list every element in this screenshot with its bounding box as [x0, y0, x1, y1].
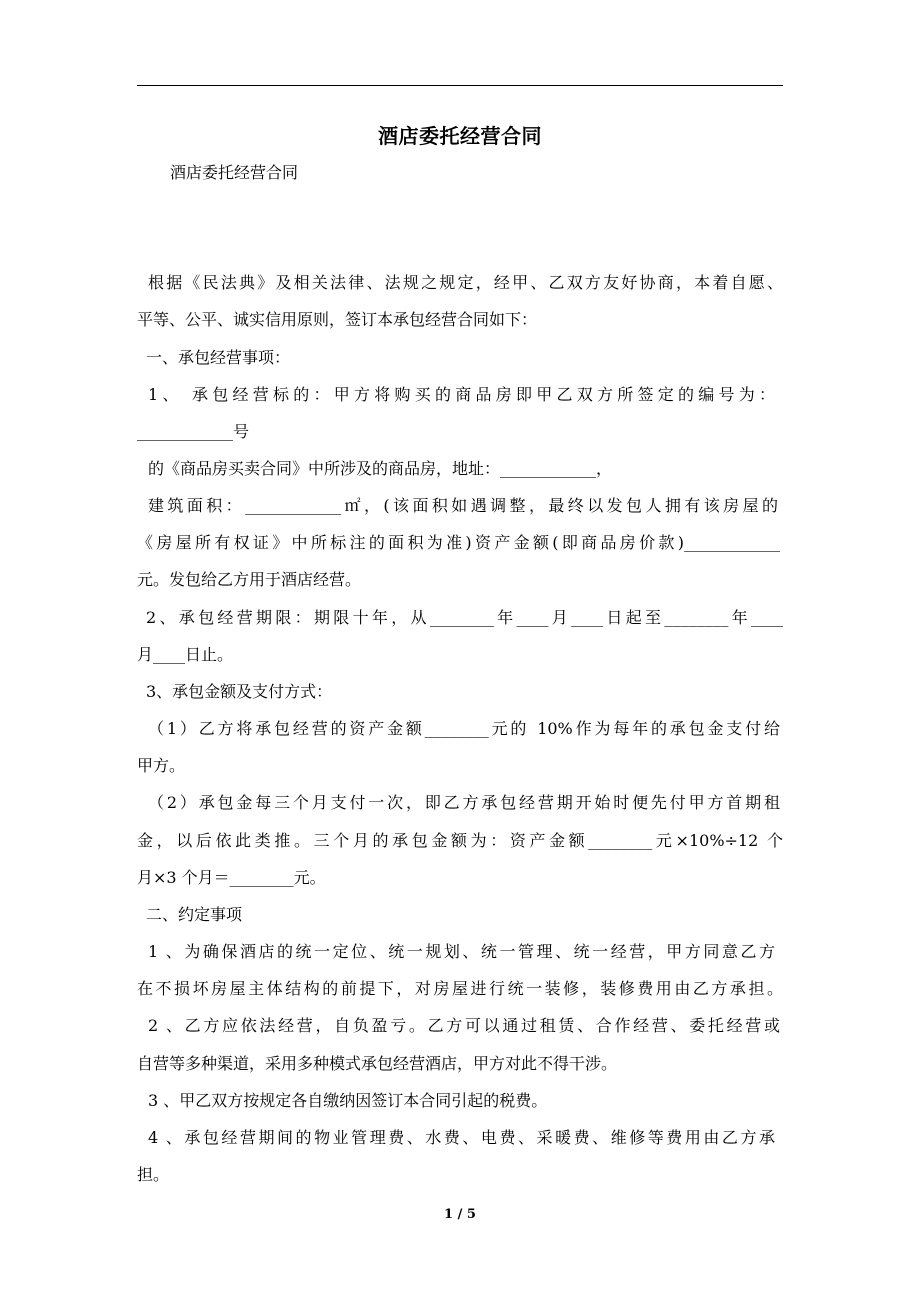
body-line: 在不损坏房屋主体结构的前提下，对房屋进行统一装修，装修费用由乙方承担。: [137, 979, 783, 998]
body-line: 月×3 个月＝________元。: [137, 868, 326, 887]
body-line: 根据《民法典》及相关法律、法规之规定，经甲、乙双方友好协商，本着自愿、: [148, 273, 783, 292]
body-line: 建筑面积：____________㎡，(该面积如遇调整，最终以发包人拥有该房屋的: [148, 496, 778, 515]
section-heading: 一、承包经营事项：: [146, 348, 291, 367]
body-line: 3 、甲乙双方按规定各自缴纳因签订本合同引起的税费。: [148, 1091, 548, 1110]
body-line: 自营等多种渠道，采用多种模式承包经营酒店，甲方对此不得干涉。: [137, 1054, 618, 1073]
body-line: ____________号: [137, 422, 250, 441]
body-line: 元。发包给乙方用于酒店经营。: [137, 570, 362, 589]
body-line: 月____日止。: [137, 645, 234, 664]
body-line: 4 、承包经营期间的物业管理费、水费、电费、采暖费、维修等费用由乙方承: [148, 1128, 775, 1147]
page-number: 1 / 5: [444, 1207, 476, 1222]
body-line: 甲方。: [137, 756, 186, 775]
body-line: 平等、公平、诚实信用原则，签订本承包经营合同如下：: [137, 310, 538, 329]
body-line: 2、承包经营期限：期限十年，从________年____月____日起至________年____: [146, 608, 783, 627]
body-line: 《房屋所有权证》中所标注的面积为准)资产金额(即商品房价款)____________: [137, 533, 780, 552]
section-heading: 3、承包金额及支付方式：: [146, 682, 333, 701]
section-heading: 二、约定事项: [146, 905, 243, 924]
body-line: 金，以后依此类推。三个月的承包金额为：资产金额________元×10%÷12 个: [137, 831, 783, 850]
document-subtitle: 酒店委托经营合同: [170, 163, 299, 182]
body-line: 担。: [137, 1165, 170, 1184]
body-line: （2）承包金每三个月支付一次，即乙方承包经营期开始时便先付甲方首期租: [148, 793, 780, 812]
body-line: 的《商品房买卖合同》中所涉及的商品房，地址：____________，: [148, 459, 613, 478]
body-line: 1 、为确保酒店的统一定位、统一规划、统一管理、统一经营，甲方同意乙方: [148, 942, 775, 961]
body-line: 1、 承包经营标的：甲方将购买的商品房即甲乙双方所签定的编号为：: [148, 385, 775, 404]
header-rule: [137, 85, 783, 86]
body-line: 2 、乙方应依法经营，自负盈亏。乙方可以通过租赁、合作经营、委托经营或: [148, 1016, 780, 1035]
document-title: 酒店委托经营合同: [378, 124, 542, 148]
body-line: （1）乙方将承包经营的资产金额________元的 10%作为每年的承包金支付给: [148, 719, 780, 738]
